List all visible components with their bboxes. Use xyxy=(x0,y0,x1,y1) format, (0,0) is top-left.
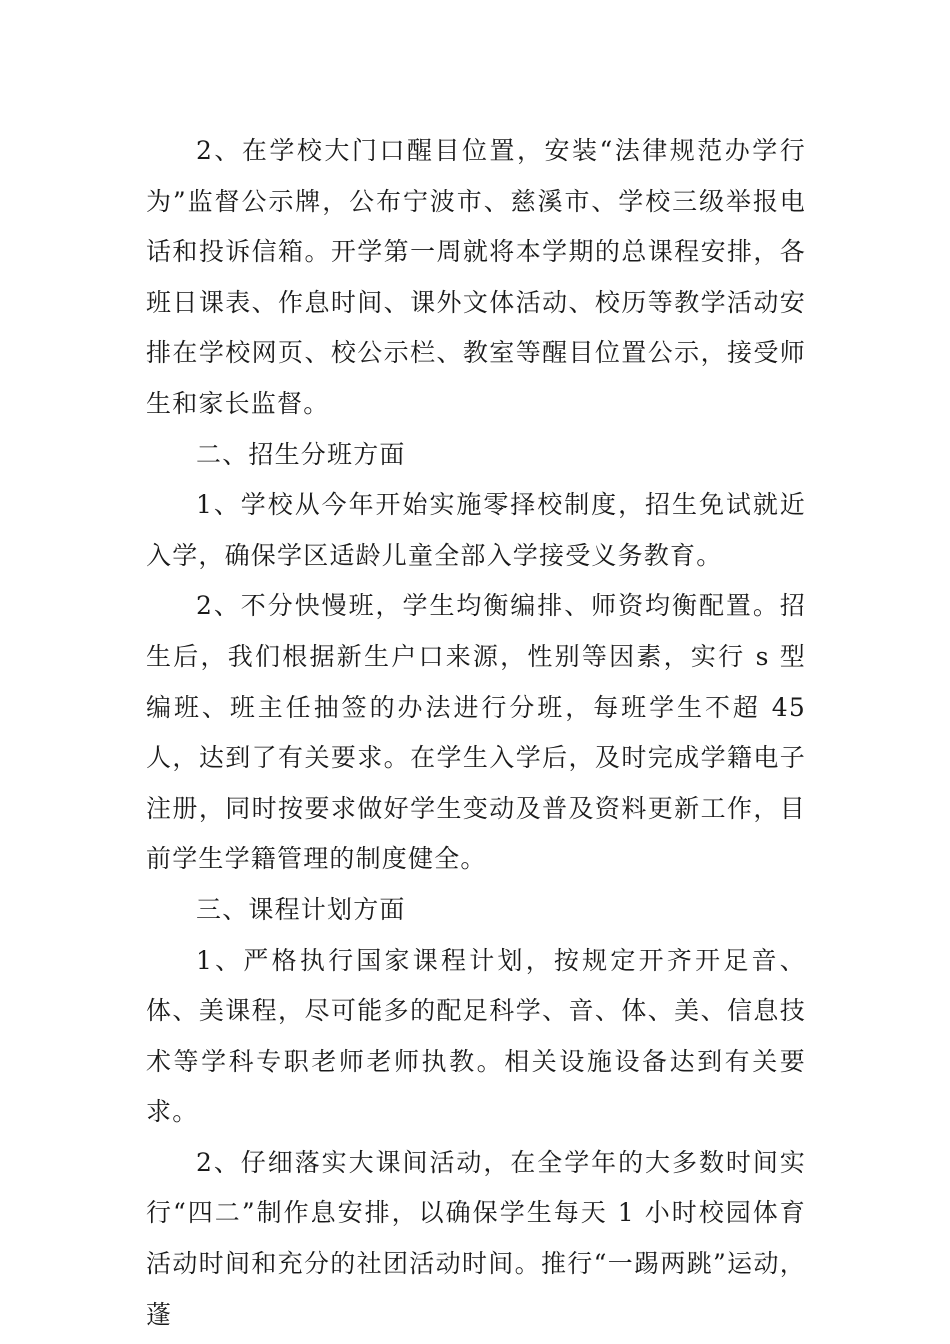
section-heading-curriculum: 三、课程计划方面 xyxy=(196,894,406,924)
document-body xyxy=(146,126,806,1340)
section-heading-enrollment: 二、招生分班方面 xyxy=(196,439,406,469)
paragraph-national-curriculum: 1、严格执行国家课程计划，按规定开齐开足音、体、美课程，尽可能多的配足科学、音、体、美、信息技术等学科专职老师老师执教。相关设施设备达到有关要求。 xyxy=(146,945,806,1127)
paragraph-recess-activities: 2、仔细落实大课间活动，在全学年的大多数时间实行“四二”制作息安排，以确保学生每天 1 小时校园体育活动时间和充分的社团活动时间。推行“一踢两跳”运动，蓬 xyxy=(146,1147,806,1329)
paragraph-balanced-classes: 2、不分快慢班，学生均衡编排、师资均衡配置。招生后，我们根据新生户口来源，性别等因素，实行 s 型编班、班主任抽签的办法进行分班，每班学生不超 45 人，达到了有关要求。在学生入学后，及时完成学籍电子注册，同时按要求做好学生变动及普及资料更新工作，目前学生学籍管理的制度健全。 xyxy=(146,591,806,874)
paragraph-zero-school-choice: 1、学校从今年开始实施零择校制度，招生免试就近入学，确保学区适龄儿童全部入学接受义务教育。 xyxy=(146,490,806,570)
paragraph-report-publicity: 2、在学校大门口醒目位置，安装“法律规范办学行为”监督公示牌，公布宁波市、慈溪市、学校三级举报电话和投诉信箱。开学第一周就将本学期的总课程安排，各班日课表、作息时间、课外文体活动、校历等教学活动安排在学校网页、校公示栏、教室等醒目位置公示，接受师生和家长监督。 xyxy=(146,136,806,418)
